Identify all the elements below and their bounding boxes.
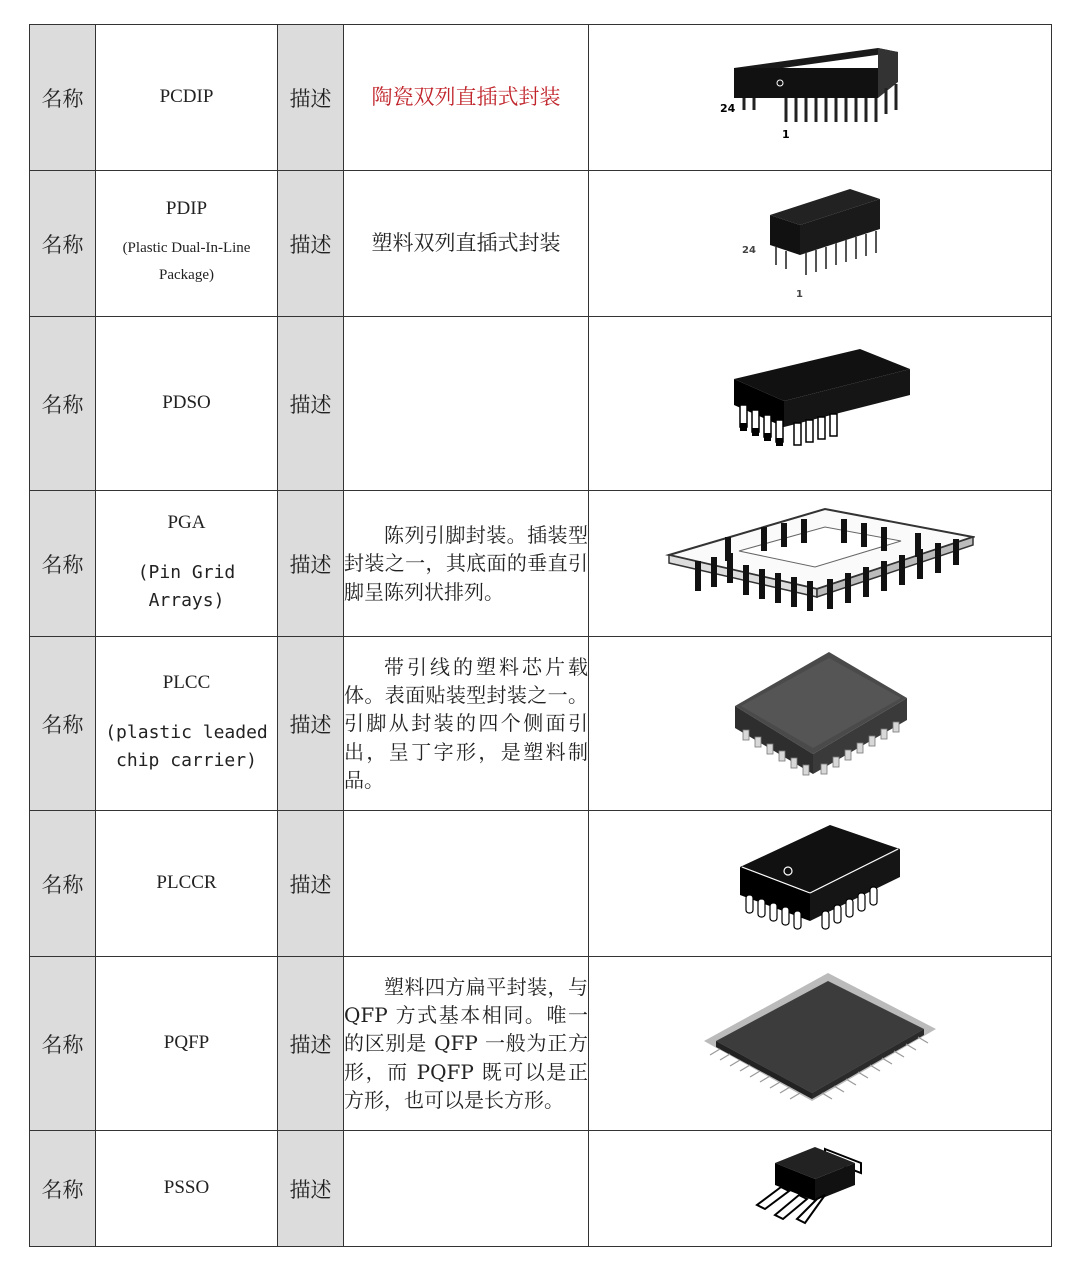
desc-label: 描述: [278, 25, 344, 171]
package-name-cell: [96, 1131, 278, 1247]
pin-label: 1: [796, 288, 803, 300]
package-name-cell: [96, 637, 278, 811]
package-fullname: (Pin Grid Arrays): [137, 562, 236, 611]
package-name: PCDIP: [159, 86, 214, 108]
package-name-cell: [96, 957, 278, 1131]
table-row: [30, 317, 1052, 491]
desc-label: 描述: [278, 637, 344, 811]
name-label: 名称: [30, 171, 96, 317]
package-name: PQFP: [163, 1032, 210, 1054]
table-row: [30, 25, 1052, 171]
table-row: [30, 171, 1052, 317]
package-fullname: (Plastic Dual-In-Line Package): [122, 239, 251, 283]
desc-label: 描述: [278, 1131, 344, 1247]
ceramic-dip-package-picture: [589, 25, 1052, 171]
package-name-cell: [96, 317, 278, 491]
package-name: PGA: [167, 512, 206, 534]
package-name-cell: [96, 491, 278, 637]
package-name: PSSO: [163, 1177, 210, 1199]
name-label: 名称: [30, 25, 96, 171]
name-label: 名称: [30, 317, 96, 491]
desc-label: 描述: [278, 957, 344, 1131]
package-name: PLCC: [162, 672, 211, 694]
package-description: [344, 957, 589, 1131]
psso-package-picture: [589, 1131, 1052, 1247]
table-row: [30, 637, 1052, 811]
small-outline-package-picture: [589, 317, 1052, 491]
package-table: [29, 24, 1052, 1247]
package-name-cell: [96, 171, 278, 317]
plccr-package-picture: [589, 811, 1052, 957]
name-label: 名称: [30, 491, 96, 637]
pin-label: 24: [742, 244, 756, 256]
package-description: [344, 811, 589, 957]
pin-label: 1: [782, 127, 790, 141]
description-text: 带引线的塑料芯片载体。表面贴装型封装之一。引脚从封装的四个侧面引出，呈丁字形，是塑料制品。: [344, 654, 588, 793]
plastic-dip-package-picture: [589, 171, 1052, 317]
package-name: PLCCR: [156, 872, 217, 894]
package-description: [344, 637, 589, 811]
name-label: 名称: [30, 811, 96, 957]
table-row: [30, 811, 1052, 957]
package-name-cell: [96, 25, 278, 171]
desc-label: 描述: [278, 491, 344, 637]
description-text: 陈列引脚封装。插装型封装之一，其底面的垂直引脚呈陈列状排列。: [344, 522, 588, 604]
package-description: [344, 317, 589, 491]
name-label: 名称: [30, 1131, 96, 1247]
pin-grid-array-picture: [589, 491, 1052, 637]
package-description: [344, 1131, 589, 1247]
pin-label: 24: [720, 101, 736, 115]
package-description: 塑料双列直插式封装: [344, 171, 589, 317]
pqfp-package-picture: [589, 957, 1052, 1131]
package-name: PDSO: [162, 392, 211, 414]
description-text: 塑料四方扁平封装，与 QFP 方式基本相同。唯一的区别是 QFP 一般为正方形，而 PQFP 既可以是正方形，也可以是长方形。: [344, 974, 588, 1113]
table-row: [30, 491, 1052, 637]
table-row: [30, 957, 1052, 1131]
desc-label: 描述: [278, 811, 344, 957]
name-label: 名称: [30, 637, 96, 811]
package-description: [344, 491, 589, 637]
package-fullname: (plastic leaded chip carrier): [105, 722, 268, 771]
package-description: 陶瓷双列直插式封装: [344, 25, 589, 171]
desc-label: 描述: [278, 171, 344, 317]
plcc-package-picture: [589, 637, 1052, 811]
name-label: 名称: [30, 957, 96, 1131]
package-name-cell: [96, 811, 278, 957]
table-row: [30, 1131, 1052, 1247]
package-name: PDIP: [165, 198, 208, 220]
desc-label: 描述: [278, 317, 344, 491]
